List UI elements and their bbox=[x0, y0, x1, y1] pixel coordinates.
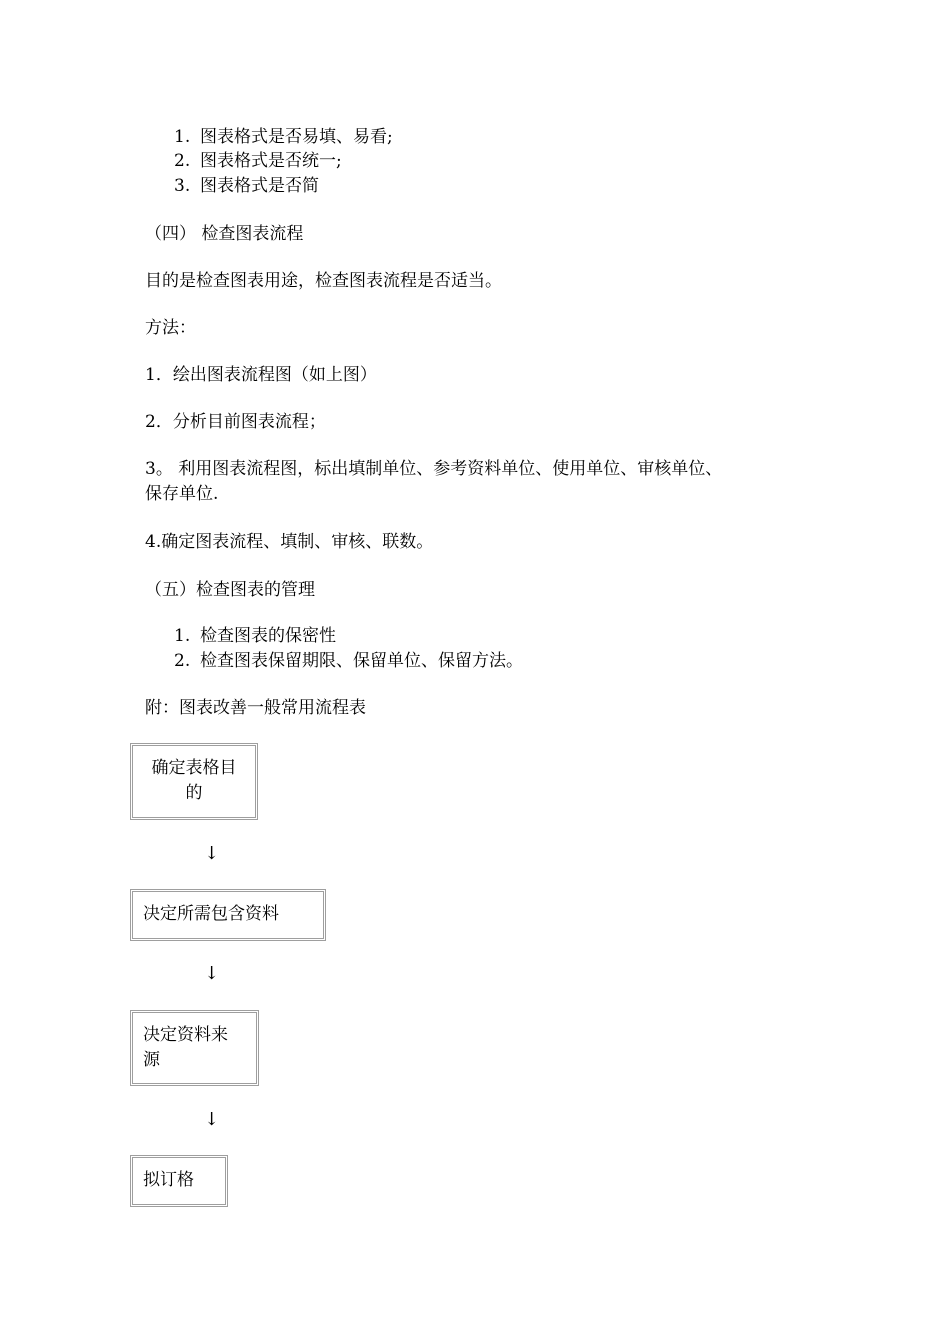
flow-box-purpose bbox=[130, 743, 258, 820]
list-number: 2. bbox=[174, 651, 191, 671]
step-item: 3。 利用图表流程图，标出填制单位、参考资料单位、使用单位、审核单位、 bbox=[145, 459, 723, 479]
flow-arrow-icon: ↓ bbox=[204, 843, 220, 864]
paragraph: 方法： bbox=[145, 318, 196, 338]
flow-arrow-icon: ↓ bbox=[204, 1109, 220, 1130]
step-item: 4.确定图表流程、填制、审核、联数。 bbox=[145, 532, 434, 552]
list-item bbox=[174, 174, 319, 198]
step-item-continued: 保存单位. bbox=[145, 484, 219, 504]
flow-box-text: 决定资料来 bbox=[143, 1025, 228, 1045]
list-item bbox=[174, 624, 336, 648]
flow-box-contents bbox=[130, 889, 326, 941]
list-item bbox=[174, 649, 523, 673]
list-text: 检查图表保留期限、保留单位、保留方法。 bbox=[200, 651, 523, 671]
flow-arrow-icon: ↓ bbox=[204, 963, 220, 984]
list-text: 图表格式是否简 bbox=[200, 176, 319, 196]
list-text: 图表格式是否统一; bbox=[200, 151, 342, 171]
flow-box-draft bbox=[130, 1155, 228, 1207]
flow-box-text: 的 bbox=[185, 783, 203, 803]
list-text: 检查图表的保密性 bbox=[200, 626, 336, 646]
flow-box-text: 确定表格目 bbox=[151, 758, 237, 778]
list-number: 1. bbox=[174, 626, 191, 646]
flow-box-text: 决定所需包含资料 bbox=[143, 904, 279, 924]
list-item bbox=[174, 125, 393, 149]
flow-box-text: 源 bbox=[143, 1050, 160, 1070]
step-item: 2．分析目前图表流程； bbox=[145, 412, 326, 432]
section-heading: （四） 检查图表流程 bbox=[145, 224, 304, 244]
list-number: 1. bbox=[174, 127, 191, 147]
section-heading: （五）检查图表的管理 bbox=[145, 580, 315, 600]
flow-box-text: 拟订格 bbox=[143, 1170, 194, 1190]
list-item bbox=[174, 149, 342, 173]
appendix-title: 附：图表改善一般常用流程表 bbox=[145, 698, 366, 718]
flow-box-source bbox=[130, 1010, 259, 1086]
list-number: 2. bbox=[174, 151, 191, 171]
list-text: 图表格式是否易填、易看; bbox=[200, 127, 393, 147]
list-number: 3. bbox=[174, 176, 191, 196]
step-item: 1．绘出图表流程图（如上图） bbox=[145, 365, 377, 385]
paragraph: 目的是检查图表用途，检查图表流程是否适当。 bbox=[145, 271, 502, 291]
